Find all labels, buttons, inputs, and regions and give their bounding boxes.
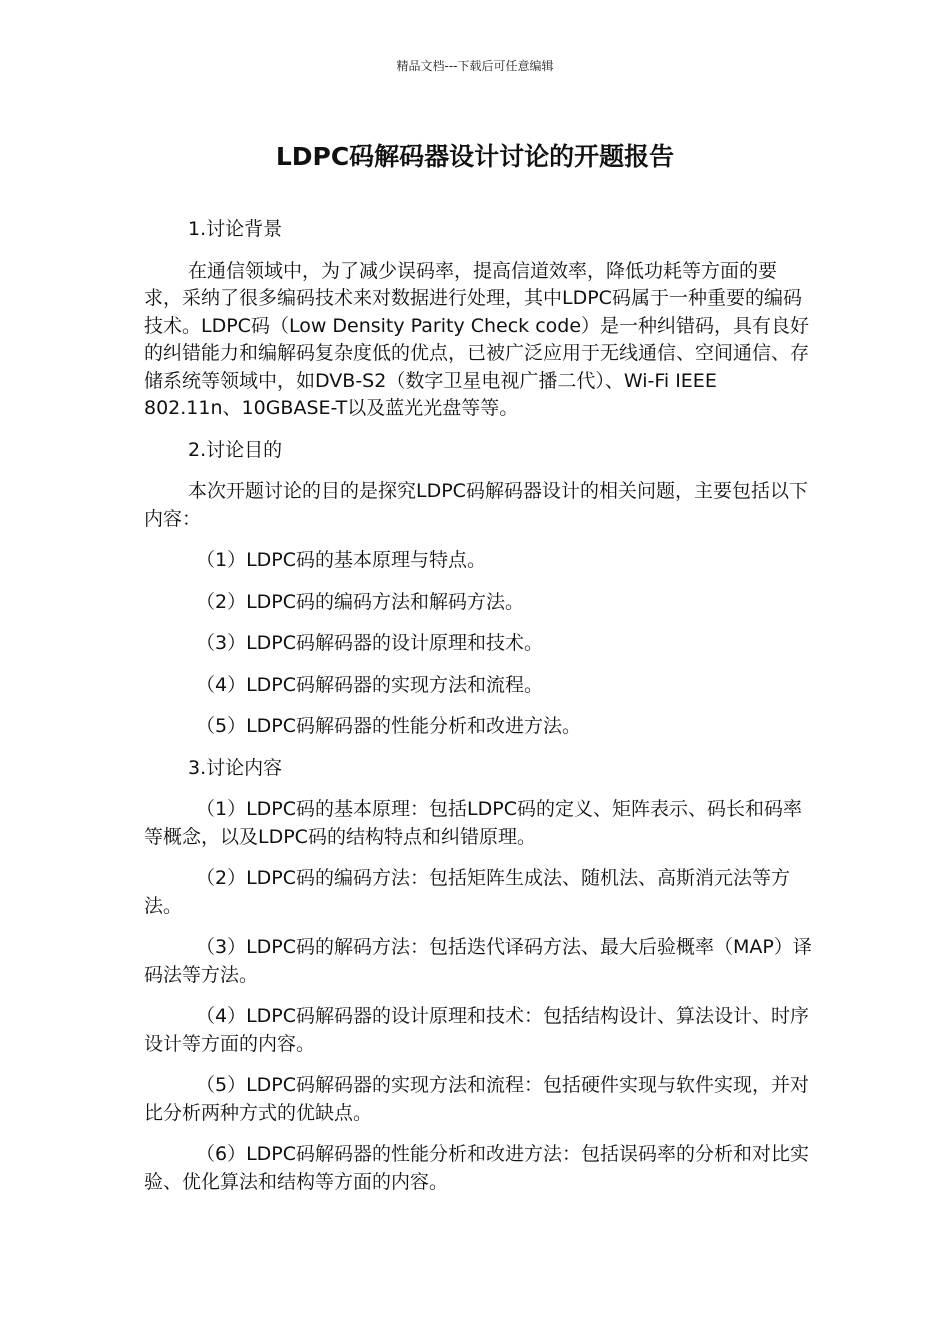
page-header: 精品文档---下载后可任意编辑 [396,59,554,73]
document-title: LDPC码解码器设计讨论的开题报告 [275,142,675,171]
content-item: （1）LDPC码的基本原理：包括LDPC码的定义、矩阵表示、码长和码率等概念，以及LDPC码的结构特点和纠错原理。 [144,798,802,848]
content-item: （5）LDPC码解码器的实现方法和流程：包括硬件实现与软件实现，并对比分析两种方式的优缺点。 [144,1074,810,1124]
purpose-intro-paragraph: 本次开题讨论的目的是探究LDPC码解码器设计的相关问题，主要包括以下内容： [144,480,808,530]
purpose-list-item: （2）LDPC码的编码方法和解码方法。 [196,590,525,613]
content-item: （4）LDPC码解码器的设计原理和技术：包括结构设计、算法设计、时序设计等方面的内容。 [144,1005,810,1055]
purpose-list-item: （4）LDPC码解码器的实现方法和流程。 [196,673,544,696]
purpose-list-item: （3）LDPC码解码器的设计原理和技术。 [196,632,544,654]
purpose-list-item: （1）LDPC码的基本原理与特点。 [196,549,487,571]
content-item: （6）LDPC码解码器的性能分析和改进方法：包括误码率的分析和对比实验、优化算法和结构等方面的内容。 [144,1143,810,1193]
content-item: （2）LDPC码的编码方法：包括矩阵生成法、随机法、高斯消元法等方法。 [144,867,791,917]
section-heading-content: 3.讨论内容 [188,756,283,779]
background-paragraph: 在通信领域中，为了减少误码率，提高信道效率，降低功耗等方面的要求，采纳了很多编码技术来对数据进行处理，其中LDPC码属于一种重要的编码技术。LDPC码（Low Density Parity Check code）是一种纠错码，具有良好的纠错能力和编解码复杂度低的优点，已被广泛应用于无线通信、空间通信、存储系统等领域中，如DVB-S2（数字卫星电视广播二代）、Wi-Fi IEEE 802.11n、10GBASE-T以及蓝光光盘等等。 [144,259,810,419]
section-heading-background: 1.讨论背景 [188,218,283,240]
section-heading-purpose: 2.讨论目的 [188,438,283,461]
document-body [144,216,812,1210]
content-item: （3）LDPC码的解码方法：包括迭代译码方法、最大后验概率（MAP）译码法等方法。 [144,936,812,986]
purpose-list-item: （5）LDPC码解码器的性能分析和改进方法。 [196,715,582,737]
